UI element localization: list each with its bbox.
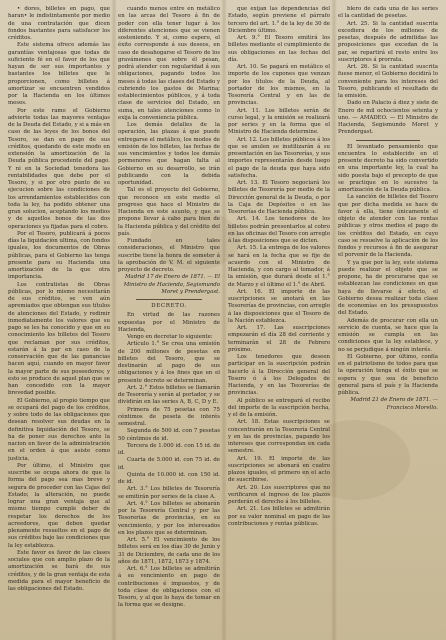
article: Art. 3.° Los billetes de Tesorería se emitirán por series de la clase A. (118, 486, 220, 500)
paragraph: Por último, el Ministro que suscribe se ocupa ahora de que la forma del pago sea mas breve y segura de proceder con las Cajas del Estado; la alteración, no puede lograr una gran ventaja que al mismo tiempo cumple deber de respetar los derechos de los acreedores, que deben quedar plenamente resueltos en el pago de sus créditos bajo las condiciones que la ley establezca. (8, 462, 110, 549)
article: Art. 12. Los billetes públicos á los que se anulen se inutilizarán á su presentación en las Tesorerías, y sus importes representarán desde luego el pago de la deuda que haya sido satisfecha. (228, 136, 330, 179)
series-line: Quinta de 10.000 id. con 150 id. de id. (118, 471, 220, 485)
article: Art. 4.° Los billetes se abonarán por la Tesorería Central y por las Tesorerías de provincias, en su vencimiento, y por los interesados en los plazos que se determinan. (118, 500, 220, 536)
article: Artículo 1.° Se crea una emisión de 200 millones de pesetas en billetes del Tesoro, que se destinarán al pago de sus obligaciones y á los fines que en el presente decreto se determinan. (118, 341, 220, 384)
article: Art. 21. Los billetes se admitirán por su valor nominal en pago de las contribuciones y rentas públicas. (228, 506, 330, 527)
series-line: Cuarta de 5.000 id. con 75 id. de id. (118, 457, 220, 471)
signature-line: Dado en Palacio á diez y siete de Enero de mil ochocientos setenta y uno. — AMADEO. — El Ministro de Hacienda, Segismundo Moret y Prendergast. (338, 100, 438, 136)
paragraph: La sanción de billetes del Tesoro que por dicha medida se hace de favor á ella, tiene únicamente el objeto de atender con las rentas públicas y otros medios el pago de los créditos del Estado, en cuyo caso se resuelve la aplicación de los fondos y recursos á fin de asegurar el porvenir de la Hacienda. (338, 194, 438, 259)
article: Art. 20. Los suscriptores que no verificaren el ingreso de los plazos perderán el derecho á los billetes. (228, 484, 330, 505)
paragraph: cuando menos entre en metálico en las arcas del Tesoro á fin de poder con ella tener lugar á los diferentes atenciones que se vienen sosteniendo. Y si, como espero, el éxito corresponde á sus deseos, en caso de desahogarse el Tesoro de los gravámenes que sobre él pesan, podrá atender con regularidad á sus obligaciones, pagando todos los meses á todas las clases del Estado y cubriendo los gastos de Marina; establecimientos públicos, y á toda clase de servicios del Estado, en suma, en tales atenciones como lo exija la conveniencia pública. (118, 6, 220, 121)
text-column-4 (338, 6, 438, 634)
paragraph: El levantado pensamiento que encuentra lo establecido en el presente decreto ha sido convertido en una importante ley, la cual ha sido puesta bajo el precepto de que se practique en lo sucesivo la amortización de la Deuda pública. (338, 143, 438, 193)
decreto-heading: DECRETO. (151, 303, 187, 309)
paragraph: El Gobierno, al propio tiempo que se ocupará del pago de los créditos, y sobre todo de las obligaciones que desean resolver sus deudas en la definitiva liquidación del Tesoro, se ha de poner sus derechos ante la nacion en favor de la administración en el orden á que asiste como justicia. (8, 397, 110, 462)
column-fold (331, 0, 337, 640)
column-fold (221, 0, 227, 640)
paragraph: Los demás detalles de la operación, las plazas á que puede entregarse el metálico, los modos de emisión de los billetes, las fechas de sus vencimientos y todos los demás pormenores que hagan falta al Gobierno en su desarrollo, se irán publicando con la debida oportunidad. (118, 122, 220, 186)
article: Art. 26. Si la cantidad suscrita fuese menor, el Gobierno decidirá lo conveniente para los intereses del Tesoro, publicando el resultado de la emisión. (338, 64, 438, 99)
article: blero de cada una de las series el la cantidad de pesetas. (338, 6, 438, 20)
paragraph: • dores, billetes en pago, que haran• le indistintamente por medio de una contratación que dicen fondos bastantes para satisfacer los créditos. (8, 6, 110, 41)
text-column-3 (228, 6, 330, 634)
series-line: Segunda de 500 id. con 7 pesetas 50 céntimos de id. (118, 428, 220, 442)
article: Art. 11. Los billetes serán de curso legal, y la emisión se realizará por series y en la forma que el Ministro de Hacienda determine. (228, 107, 330, 136)
article: Al público se entregará el recibo del importe de la suscripción hecha, y el de la emisión. (228, 397, 330, 418)
article: Art. 9.° El Tesoro emitirá los billetes mediante el cumplimiento de sus obligaciones en las fechas del día. (228, 35, 330, 63)
paragraph: Este sistema ofrece además las garantías ventajosas que todas de suficiente fé en el favor de los que hayan de ser sus importantes y bastantes los billetes que le proporcionen, como billetes á amortizar se encuentren vendidos por la Hacienda en los últimos meses. (8, 42, 110, 107)
paragraph: Por este ramo el Gobierno advierte todas las mayores ventajas de la Deuda del Estado, y si a más en caso de las leyes de los bonos del Tesoro, se dan en pago de sus créditos, quedando de este modo en extensión la amortización de la Deuda pública procedente del pago. Y ni en la Sociedad tenedora las rentabilidades que debe por el Tesoro, y si por otro punto de su ejecucion sobre las condiciones de los arrendamientos establecidos con toda la ley, ha podido obtener una gran solucion, aceptando los medios y de aquellos bonos de las dos operaciones ya fijadas para el cobro. (8, 107, 110, 230)
article: Los tenedores que deseen participar en la suscripción podrán hacerlo á la Dirección general del Tesoro ó á los Delegados de Hacienda, y en las Tesorerías de provincias. (228, 354, 330, 397)
article: Art. 19. El importe de las suscripciones se abonará en cuatro plazos iguales, el primero en el acto de suscribirse. (228, 455, 330, 484)
paragraph: El Gobierno, por último, confía en el patriotismo de todos para que la operación tenga el éxito que se espera y que sea de beneficio general para el país y la Hacienda pública. (338, 353, 438, 396)
article: Art. 25. Si la cantidad suscrita excediera de los millones de pesetas, después de admitidas las proposiciones que excedan de la par, se repartirá el resto entre los suscriptores á prorrata. (338, 20, 438, 63)
article: Art. 15. La entrega de los valores se hará en la fecha que se fije de acuerdo con el Ministro de Hacienda, y con cargo al tomador, á la emisión, que durará desde el 1.° de Marzo y el último el 1.° de Abril. (228, 245, 330, 288)
paragraph: Además de procurar con ella un servicio de cuenta, se hace que la emisión se cumpla en las condiciones que la ley establece, y no se perjudique á ningún interés. (338, 317, 438, 353)
paragraph: Fundado en tales consideraciones, el Ministro que suscribe tiene la honra de someter á la aprobación de V. M. el siguiente proyecto de decreto. (118, 238, 220, 273)
paragraph: Por el Tesoro, publicará á pocos días la liquidación ultima, con fondos iguales, los documentos de Obras públicas, para el Gobierno las tenga presente para su Hacienda una amortización de la que otra importancia. (8, 230, 110, 281)
article: Art. 16. El importe de las suscripciones se anotará en las Tesorerías de provincias, con arreglo á las disposiciones que el Tesoro de la Nación establezca. (228, 288, 330, 324)
text-column-2 (118, 6, 220, 634)
column-fold (111, 0, 117, 640)
series-line: Primera de 75 pesetas con 75 céntimos de peseta de interés semestral. (118, 406, 220, 427)
paragraph: Tal es el proyecto del Gobierno, que reconoce en este medio el progreso que hace el Ministro de Hacienda en este asunto, y que se propone llevar á cabo para bien de la Hacienda pública y del crédito del país. (118, 187, 220, 237)
paragraph: Los contratistas de Obras públicas, por lo mismo necesitarán de sus créditos, se ven aún apremiados que obtengan sus títulos de atenciones del Estado, y redimir inmediatamente los valores que su pago se les ha conocido y que en su conocimiento los billetes del Tesoro que reclaman por sus créditos, estarán á la par en caso de la conservación que de las ganancias hacen aquí, cuando en mayor favor la mayor parte de sus poseedores; y esto se produce de aquel plan que se han concedido con la mayor brevedad posible. (8, 281, 110, 397)
article: Art. 10. Se pagará en metálico el importe de los cupones que venzan por los títulos de la Deuda, al portador de los mismos, en la Tesorería Central y en las de provincias. (228, 64, 330, 107)
text-column-1 (8, 6, 110, 634)
series-line: Tercera de 1.000 id. con 15 id. de id. (118, 442, 220, 456)
article: Art. 18. Estas suscripciones se concentrarán en la Tesorería Central y en las de provincias, pagando los intereses que correspondan en cada semestre. (228, 419, 330, 455)
article: Art. 13. El Tesoro negociará los billetes de Tesorería por medio de la Dirección general de la Deuda, o por la Caja de Depósitos o en las Tesorerías de Hacienda pública. (228, 180, 330, 215)
paragraph: Y ya que por la ley, este sistema puede realizar el objeto que se propone, ha de procurarse que se establezcan las condiciones en que haya de llevarse á efecto, el Gobierno desea realizar toda clase de economías en los presupuestos del Estado. (338, 259, 438, 317)
divider (356, 140, 420, 141)
article: Art. 2.° Estos billetes se llamarán de Tesorería y serán al portador, y se dividirán en las series A, B, C, D y E. (118, 384, 220, 406)
article: que exijan las dependencias del Estado, según previene el párrafo tercero del art. 1.° de la ley de 30 de Diciembre último. (228, 6, 330, 34)
article: Art. 17. Las suscripciones empezarán el día 28 del corriente y terminarán el 28 de Febrero próximo. (228, 325, 330, 353)
article: Art. 6.° Los billetes se admitirán á su vencimiento en pago de contribuciones é impuestos, y de toda clase de obligaciones con el Tesoro, y al que lo haya de tomar en la forma que se designe. (118, 566, 220, 609)
paragraph: Vengo en decretar lo siguiente: (127, 334, 213, 340)
article: Art. 14. Los tenedores de los billetes podrán presentarlos al cobro en las oficinas del Tesoro con arreglo á las disposiciones que se dicten. (228, 216, 330, 244)
paragraph: En virtud de las razones expuestas por el Ministro de Hacienda, (118, 312, 220, 333)
signature-line: Madrid 21 de Enero de 1871. — Francisco Morello. (350, 397, 438, 411)
divider (136, 299, 202, 300)
paragraph: Este favor es favor de las clases sociales que con amplio plazo de la amortización se hará de sus créditos, y de la gran ventaja de esta medida para el mayor beneficio de las obligaciones del Estado. (8, 549, 110, 592)
signature-line: Madrid 17 de Enero de 1871. — El Ministro de Hacienda, Segismundo Moret y Prendergast. (123, 274, 220, 295)
article: Art. 5.° El vencimiento de los billetes será en los días 30 de Junio y 31 de Diciembre, de cada uno de los años de 1871, 1872, 1873 y 1874. (118, 537, 220, 565)
